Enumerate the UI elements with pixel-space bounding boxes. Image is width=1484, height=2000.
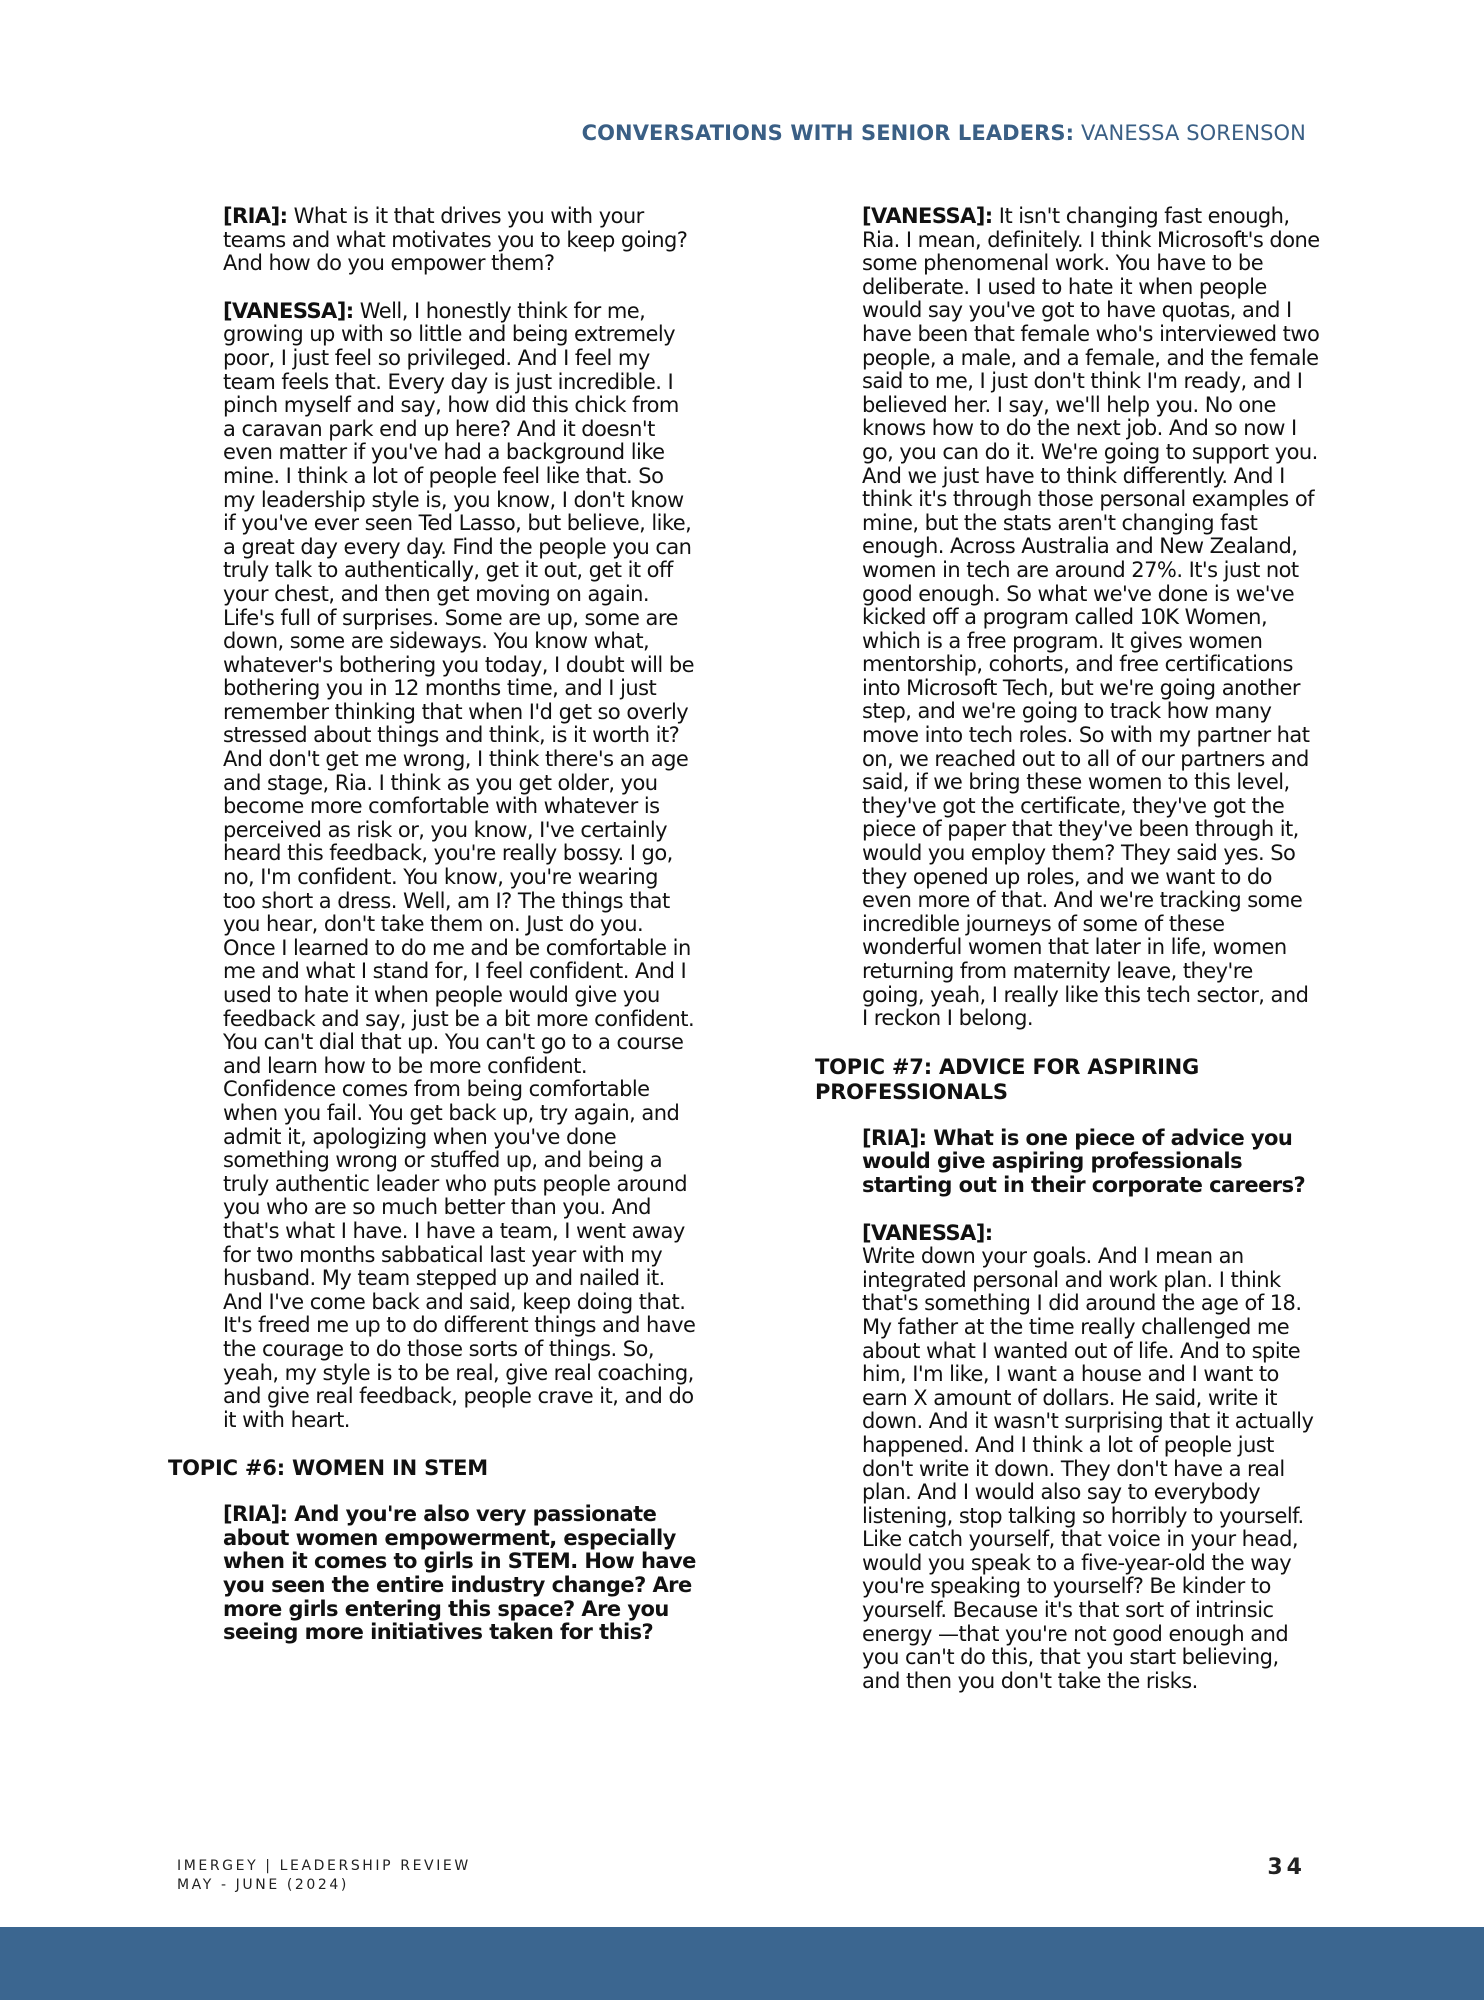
vanessa-answer-1 <box>223 300 696 1433</box>
answer-text: Write down your goals. And I mean an integrated personal and work plan. I think that's something I did around the age of 18. My father at the time really challenged me about what I wanted out of life. And to spite him, I'm like, I want a house and I want to earn X amount of dollars. He said, write it down. And it wasn't surprising that it actually happened. And I think a lot of people just don't write it down. They don't have a real plan. And I would also say to everybody listening, stop talking so horribly to yourself. Like catch yourself, that voice in your head, would you speak to a five-year-old the way you're speaking to yourself? Be kinder to yourself. Because it's that sort of intrinsic energy —that you're not good enough and you can't do this, that you start believing, and then you don't take the risks. <box>862 1244 1314 1693</box>
speaker-vanessa: [VANESSA]: <box>862 1220 993 1245</box>
header-name: VANESSA SORENSON <box>1080 121 1306 145</box>
left-column <box>168 205 696 1669</box>
ria-question-2: [RIA]: And you're also very passionate about women empowerment, especially when it comes to girls in STEM. How have you seen the entire industry change? Are more girls entering this space? Are you seeing more initiatives taken for this? <box>223 1502 696 1645</box>
answer-text: Well, I honestly think for me, growing up with so little and being extremely poor, I just feel so privileged. And I feel my team feels that. Every day is just incredible. I pinch myself and say, how did this chick from a caravan park end up here? And it doesn't even matter if you've had a background like mine. I think a lot of people feel like that. So my leadership style is, you know, I don't know if you've ever seen Ted Lasso, but believe, like, a great day every day. Find the people you can truly talk to authentically, get it out, get it off your chest, and then get moving on again. Life's full of surprises. Some are up, some are down, some are sideways. You know what, whatever's bothering you today, I doubt will be bothering you in 12 months time, and I just remember thinking that when I'd get so overly stressed about things and think, is it worth it? And don't get me wrong, I think there's an age and stage, Ria. I think as you get older, you become more comfortable with whatever is perceived as risk or, you know, I've certainly heard this feedback, you're really bossy. I go, no, I'm confident. You know, you're wearing too short a dress. Well, am I? The things that you hear, don't take them on. Just do you. Once I learned to do me and be comfortable in me and what I stand for, I feel confident. And I used to hate it when people would give you feedback and say, just be a bit more confident. You can't dial that up. You can't go to a course and learn how to be more confident. Confidence comes from being comfortable when you fail. You get back up, try again, and admit it, apologizing when you've done something wrong or stuffed up, and being a truly authentic leader who puts people around you who are so much better than you. And that's what I have. I have a team, I went away for two months sabbatical last year with my husband. My team stepped up and nailed it. And I've come back and said, keep doing that. It's freed me up to do different things and have the courage to do those sorts of things. So, yeah, my style is to be real, give real coaching, and give real feedback, people crave it, and do it with heart. <box>223 298 696 1432</box>
vanessa-answer-3 <box>862 1222 1320 1694</box>
page-number: 34 <box>1267 1855 1306 1880</box>
question-text: What is it that drives you with your teams and what motivates you to keep going? And how do you empower them? <box>223 204 688 276</box>
answer-text: It isn't changing fast enough, Ria. I mean, definitely. I think Microsoft's done some phenomenal work. You have to be deliberate. I used to hate it when people would say you've got to have quotas, and I have been that female who's interviewed two people, a male, and a female, and the female said to me, I just don't think I'm ready, and I believed her. I say, we'll help you. No one knows how to do the next job. And so now I go, you can do it. We're going to support you. And we just have to think differently. And I think it's through those personal examples of mine, but the stats aren't changing fast enough. Across Australia and New Zealand, women in tech are around 27%. It's just not good enough. So what we've done is we've kicked off a program called 10K Women, which is a free program. It gives women mentorship, cohorts, and free certifications into Microsoft Tech, but we're going another step, and we're going to track how many move into tech roles. So with my partner hat on, we reached out to all of our partners and said, if we bring these women to this level, they've got the certificate, they've got the piece of paper that they've been through it, would you employ them? They said yes. So they opened up roles, and we want to do even more of that. And we're tracking some incredible journeys of some of these wonderful women that later in life, women returning from maternity leave, they're going, yeah, I really like this tech sector, and I reckon I belong. <box>862 204 1320 1031</box>
speaker-vanessa: [VANESSA]: <box>862 204 993 228</box>
vanessa-answer-2 <box>862 205 1320 1031</box>
ria-question-3: [RIA]: What is one piece of advice you would give aspiring professionals starting out in their corporate careers? <box>862 1125 1306 1197</box>
topic-7-heading: TOPIC #7: ADVICE FOR ASPIRING PROFESSIONALS <box>815 1054 1200 1104</box>
topic-6-heading: TOPIC #6: WOMEN IN STEM <box>168 1456 488 1481</box>
footer-title: IMERGEY | LEADERSHIP REVIEW <box>177 1858 471 1874</box>
header-series: CONVERSATIONS WITH SENIOR LEADERS: <box>581 121 1075 145</box>
footer-band <box>0 1927 1484 2000</box>
right-column <box>815 205 1320 1717</box>
speaker-vanessa: [VANESSA]: <box>223 298 354 323</box>
running-header <box>582 121 1306 145</box>
footer-publication <box>177 1857 471 1895</box>
speaker-ria: [RIA]: <box>223 204 288 228</box>
ria-question-1 <box>223 205 696 276</box>
footer-issue: MAY - JUNE (2024) <box>177 1877 349 1893</box>
